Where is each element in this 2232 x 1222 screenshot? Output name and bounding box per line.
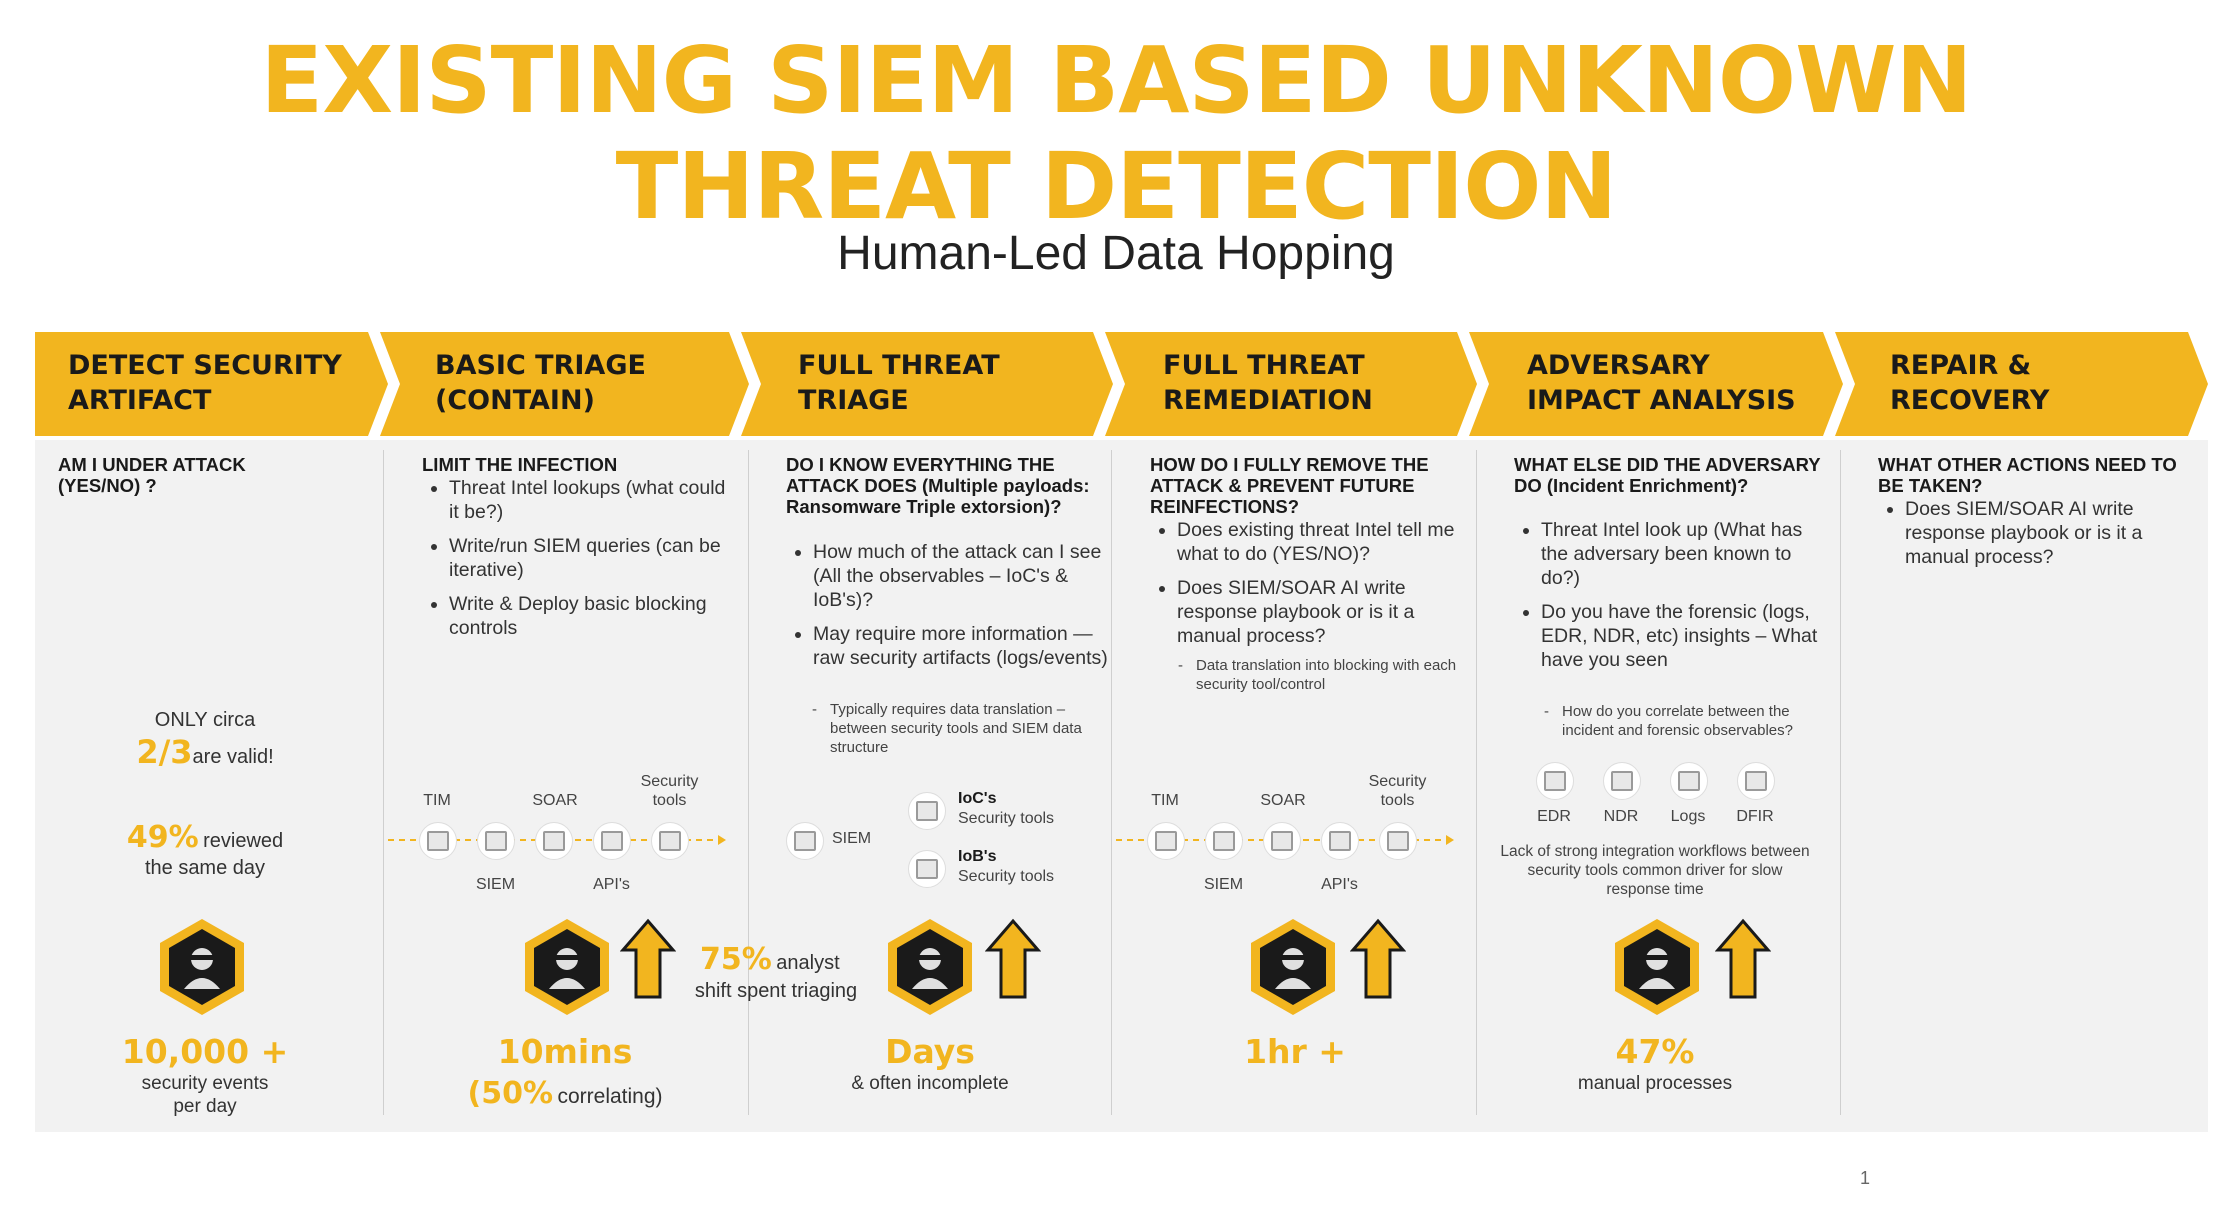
- flow-label-siem: SIEM: [475, 876, 516, 893]
- col5-sub-note: - How do you correlate between the incident and forensic observables?: [1540, 702, 1812, 740]
- bullet-item: • Threat Intel look up (What has the adversary been known to do?): [1541, 518, 1831, 590]
- up-arrow-icon: [1350, 918, 1406, 1000]
- flow-node-icon: [535, 822, 573, 860]
- col3-siem-label: SIEM: [832, 830, 872, 847]
- col5-note: Lack of strong integration workflows between security tools common driver for slow response time: [1500, 843, 1810, 898]
- col1-valid-line: [60, 733, 350, 771]
- col3-sub-note: - Typically requires data translation – between security tools and SIEM data structure: [808, 700, 1108, 757]
- col1-stat: 10,000 +: [121, 1032, 289, 1071]
- analyst-hexagon-icon: [880, 917, 980, 1017]
- flow-label-tim: TIM: [423, 792, 451, 809]
- col2-question: LIMIT THE INFECTION: [422, 454, 618, 475]
- col2-pct75-line: [700, 942, 860, 977]
- stage-label-line: REPAIR &: [1890, 350, 2032, 381]
- col2-analyst: analyst: [776, 952, 840, 974]
- col4-stat: 1hr +: [1244, 1032, 1346, 1071]
- col5-bullets: [1517, 518, 1831, 682]
- col2-stat-word: correlating): [557, 1085, 663, 1108]
- stage-label-basic-triage: [435, 330, 735, 436]
- flow-label-soar: SOAR: [532, 792, 578, 809]
- flow-node-icon: [786, 822, 824, 860]
- stage-label-line: TRIAGE: [798, 385, 909, 416]
- col6-question: WHAT OTHER ACTIONS NEED TO BE TAKEN?: [1878, 454, 2177, 496]
- flow-node-icon: [651, 822, 689, 860]
- stage-label-adversary: [1527, 330, 1827, 436]
- flow-node-icon: [593, 822, 631, 860]
- flow-label-apis: API's: [1321, 876, 1358, 893]
- flow-node-icon: [419, 822, 457, 860]
- flow-node-icon: [1147, 822, 1185, 860]
- tool-label: NDR: [1603, 808, 1639, 825]
- stage-label-line: IMPACT ANALYSIS: [1527, 385, 1796, 416]
- tool-icon-ndr: [1603, 762, 1641, 800]
- col6-bullets: [1881, 497, 2195, 579]
- flow-label-siem: SIEM: [1203, 876, 1244, 893]
- col3-stat: Days: [885, 1032, 975, 1071]
- flow-label-soar: SOAR: [1260, 792, 1306, 809]
- flow-label-security-tools: Security tools: [640, 773, 699, 809]
- col2-stat-pct: (50%: [467, 1076, 554, 1111]
- analyst-hexagon-icon: [1243, 917, 1343, 1017]
- col1-stat-sub1: security events: [141, 1073, 269, 1094]
- page-subtitle: Human-Led Data Hopping: [837, 227, 1395, 280]
- analyst-hexagon-icon: [517, 917, 617, 1017]
- flow-node-icon: [1263, 822, 1301, 860]
- stage-label-line: (CONTAIN): [435, 385, 595, 416]
- bullet-item: • How much of the attack can I see (All the observables – IoC's & IoB's)?: [813, 540, 1113, 612]
- flow-label-apis: API's: [593, 876, 630, 893]
- col5-stat: 47%: [1615, 1032, 1695, 1071]
- column-divider: [748, 450, 749, 1115]
- flow-label-security-tools: Security tools: [1368, 773, 1427, 809]
- stage-label-full-threat-triage: [798, 330, 1098, 436]
- bullet-item: • Does existing threat Intel tell me what to do (YES/NO)?: [1177, 518, 1477, 566]
- col1-reviewed-line: [60, 820, 350, 855]
- col1-are-valid: are valid!: [192, 746, 274, 768]
- tool-icon-dfir: [1737, 762, 1775, 800]
- flow-node-icon: [1321, 822, 1359, 860]
- col1-question: AM I UNDER ATTACK (YES/NO) ?: [58, 454, 246, 496]
- bullet-item: • Threat Intel lookups (what could it be?): [449, 476, 739, 524]
- bullet-item: • Does SIEM/SOAR AI write response playbook or is it a manual process?: [1177, 576, 1477, 648]
- stage-label-remediation: [1163, 330, 1463, 436]
- stage-label-detect: [68, 330, 368, 436]
- column-divider: [383, 450, 384, 1115]
- col1-only-circa: ONLY circa: [154, 709, 256, 731]
- col1-same-day: the same day: [144, 857, 266, 879]
- flow-node-icon: [1379, 822, 1417, 860]
- col2-stat-line: [440, 1076, 690, 1111]
- tool-icon-logs: [1670, 762, 1708, 800]
- flow-node-icon: [1205, 822, 1243, 860]
- stage-label-line: BASIC TRIAGE: [435, 350, 646, 381]
- title-line-2: THREAT DETECTION: [615, 133, 1617, 240]
- stage-label-line: FULL THREAT: [1163, 350, 1365, 381]
- flow-label-tim: TIM: [1151, 792, 1179, 809]
- col3-stat-sub: & often incomplete: [851, 1073, 1009, 1094]
- bullet-item: • Does SIEM/SOAR AI write response playbook or is it a manual process?: [1905, 497, 2195, 569]
- bullet-item: • Do you have the forensic (logs, EDR, NDR, etc) insights – What have you seen: [1541, 600, 1831, 672]
- stage-label-line: ARTIFACT: [68, 385, 212, 416]
- column-divider: [1840, 450, 1841, 1115]
- col5-stat-sub: manual processes: [1577, 1073, 1733, 1094]
- analyst-hexagon-icon: [1607, 917, 1707, 1017]
- flow-node-icon: [477, 822, 515, 860]
- bullet-item: • Write & Deploy basic blocking controls: [449, 592, 739, 640]
- stage-label-line: FULL THREAT: [798, 350, 1000, 381]
- col4-sub-note: - Data translation into blocking with each security tool/control: [1174, 656, 1481, 694]
- stage-label-line: ADVERSARY: [1527, 350, 1710, 381]
- page-number: 1: [1860, 1168, 1871, 1188]
- analyst-hexagon-icon: [152, 917, 252, 1017]
- col2-stat: 10mins: [497, 1032, 633, 1071]
- col4-bullets: [1153, 518, 1477, 658]
- col2-pct75: 75%: [700, 942, 772, 977]
- stage-label-line: RECOVERY: [1890, 385, 2050, 416]
- up-arrow-icon: [1715, 918, 1771, 1000]
- col1-pct49: 49%: [126, 820, 199, 855]
- col3-iob-sub: Security tools: [958, 868, 1055, 885]
- tool-icon-edr: [1536, 762, 1574, 800]
- title-line-1: EXISTING SIEM BASED UNKNOWN: [260, 27, 1972, 134]
- bullet-item: • Write/run SIEM queries (can be iterative): [449, 534, 739, 582]
- col2-bullets: [425, 476, 739, 650]
- tool-label: Logs: [1670, 808, 1706, 825]
- stage-label-line: REMEDIATION: [1163, 385, 1373, 416]
- up-arrow-icon: [620, 918, 676, 1000]
- tool-label: DFIR: [1736, 808, 1774, 825]
- col3-ioc-sub: Security tools: [958, 810, 1055, 827]
- col4-question: HOW DO I FULLY REMOVE THE ATTACK & PREVENT FUTURE REINFECTIONS?: [1150, 454, 1429, 517]
- flow-node-icon: [908, 850, 946, 888]
- col2-shift: shift spent triaging: [694, 980, 858, 1002]
- bullet-item: • May require more information — raw security artifacts (logs/events): [813, 622, 1113, 670]
- flow-node-icon: [908, 792, 946, 830]
- tool-label: EDR: [1537, 808, 1571, 825]
- col3-iob-title: IoB's: [958, 848, 997, 865]
- col1-reviewed: reviewed: [203, 830, 284, 852]
- col3-ioc-title: IoC's: [958, 790, 997, 807]
- col1-stat-sub2: per day: [173, 1096, 237, 1117]
- stage-label-repair: [1890, 330, 2190, 436]
- col3-bullets: [789, 540, 1113, 680]
- stage-label-line: DETECT SECURITY: [68, 350, 342, 381]
- col5-question: WHAT ELSE DID THE ADVERSARY DO (Incident Enrichment)?: [1514, 454, 1821, 496]
- col1-fraction: 2/3: [136, 733, 193, 771]
- up-arrow-icon: [985, 918, 1041, 1000]
- col3-question: DO I KNOW EVERYTHING THE ATTACK DOES (Multiple payloads: Ransomware Triple extorsion)?: [786, 454, 1090, 517]
